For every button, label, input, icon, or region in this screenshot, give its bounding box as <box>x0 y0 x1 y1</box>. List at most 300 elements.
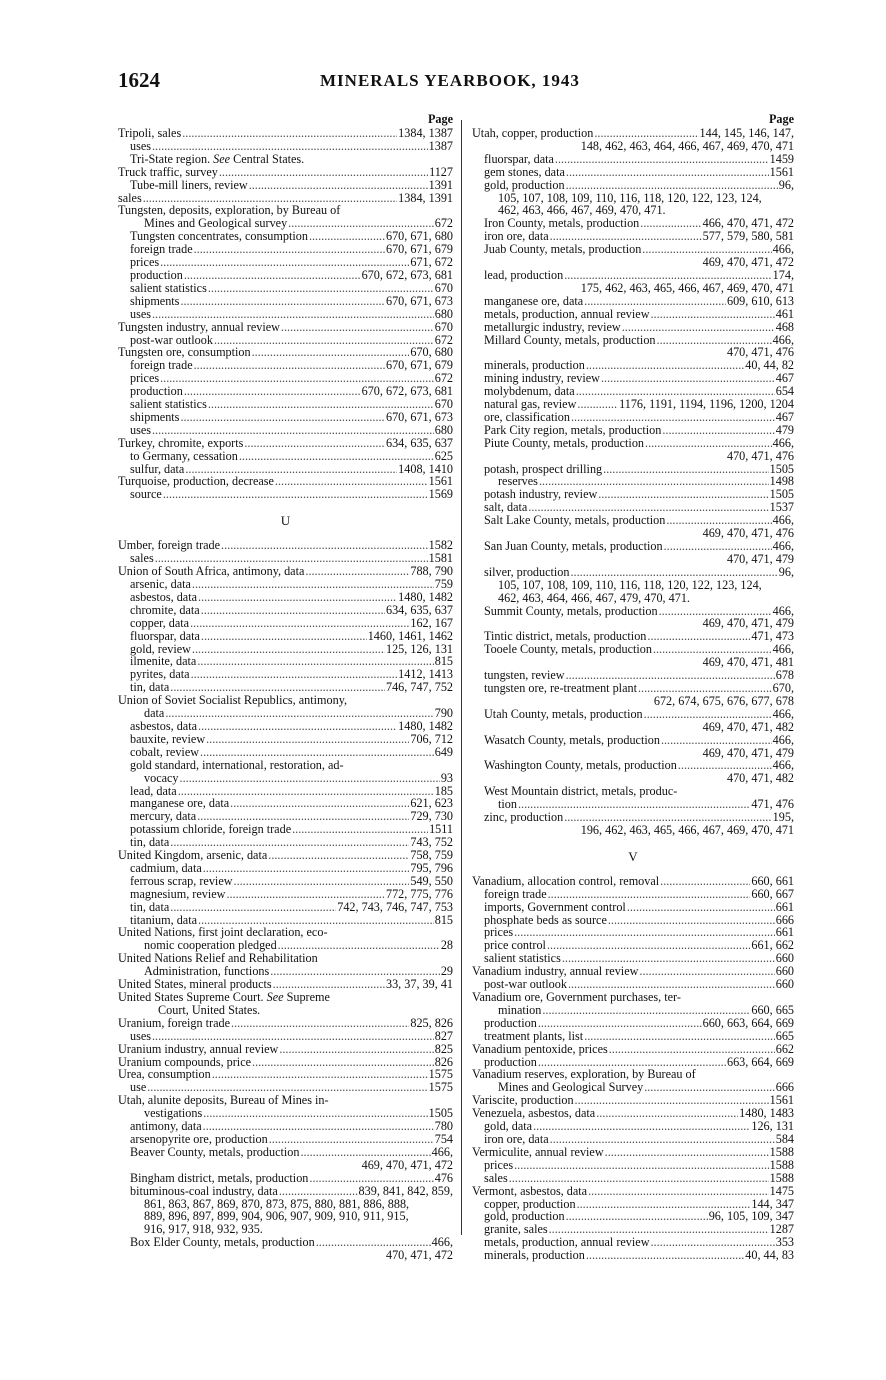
index-entry <box>472 888 794 901</box>
entry-text: price control <box>484 938 546 953</box>
entry-text: foreign trade <box>484 886 547 901</box>
leader-dots <box>603 463 768 476</box>
entry-text: Vermont, asbestos, data <box>472 1183 588 1198</box>
leader-dots <box>584 295 726 308</box>
entry-text: metallurgic industry, review <box>484 319 621 334</box>
leader-dots <box>200 746 434 759</box>
entry-text: Bingham district, metals, production <box>130 1170 309 1185</box>
leader-dots <box>152 308 434 321</box>
entry-pages: 96, <box>778 564 794 579</box>
entry-pages: 660, 665 <box>751 1002 794 1017</box>
entry-pages: 670, 671, 679 <box>385 242 453 257</box>
leader-dots <box>609 1043 775 1056</box>
index-group <box>472 785 794 798</box>
entry-pages: 126, 131 <box>751 1119 794 1134</box>
entry-pages: 1588 <box>769 1157 794 1172</box>
leader-dots <box>305 565 409 578</box>
index-entry <box>118 359 453 372</box>
entry-text: reserves <box>498 474 538 489</box>
entry-pages: 662 <box>775 1041 794 1056</box>
entry-text: Box Elder County, metals, production <box>130 1235 315 1250</box>
leader-dots <box>212 1068 428 1081</box>
leader-dots <box>198 591 397 604</box>
index-entry <box>472 411 794 424</box>
entry-pages: 1537 <box>769 500 794 515</box>
leader-dots <box>170 901 336 914</box>
leader-dots <box>550 1133 775 1146</box>
entry-pages: 1498 <box>769 474 794 489</box>
entry-text: asbestos, data <box>130 589 198 604</box>
entry-pages: 468 <box>775 319 794 334</box>
entry-text: Summit County, metals, production <box>484 603 658 618</box>
entry-pages: 1480, 1482 <box>398 718 453 733</box>
entry-text: Piute County, metals, production <box>484 435 645 450</box>
index-entry <box>472 1043 794 1056</box>
page-number: 1624 <box>118 68 160 92</box>
column-divider <box>461 120 462 1235</box>
entry-pages: 1561 <box>769 1093 794 1108</box>
entry-text: sales <box>484 1170 508 1185</box>
entry-text: Administration, functions <box>144 964 270 979</box>
entry-pages: 96, <box>778 177 794 192</box>
index-entry <box>118 746 453 759</box>
entry-text: Mines and Geological Survey <box>498 1080 644 1095</box>
leader-dots <box>608 914 775 927</box>
entry-text: Tube-mill liners, review <box>130 177 248 192</box>
entry-text: copper, data <box>130 615 190 630</box>
entry-pages: 1480, 1483 <box>739 1106 794 1121</box>
entry-text: United Kingdom, arsenic, data <box>118 848 268 863</box>
entry-pages: 353 <box>775 1235 794 1250</box>
leader-dots <box>547 939 750 952</box>
entry-pages: 1412, 1413 <box>398 667 453 682</box>
entry-pages: 461 <box>775 306 794 321</box>
entry-text: nomic cooperation pledged <box>144 938 277 953</box>
leader-dots <box>661 734 772 747</box>
leader-dots <box>182 127 397 140</box>
entry-pages: 680 <box>434 306 453 321</box>
entry-text: phosphate beds as source <box>484 912 607 927</box>
leader-dots <box>281 321 434 334</box>
entry-text: tion <box>498 797 517 812</box>
entry-pages: 743, 752 <box>410 835 453 850</box>
entry-text: Millard County, metals, production <box>484 332 656 347</box>
entry-text: to Germany, cessation <box>130 448 238 463</box>
entry-pages: 1460, 1461, 1462 <box>367 628 453 643</box>
entry-text: Urea, consumption <box>118 1067 211 1082</box>
entry-pages: 1475 <box>769 1183 794 1198</box>
entry-text: production <box>484 1054 537 1069</box>
index-entry <box>118 166 453 179</box>
leader-dots <box>163 488 428 501</box>
entry-pages: 670, 672, 673, 681 <box>361 384 453 399</box>
index-entry <box>472 875 794 888</box>
entry-pages: 670, 671, 680 <box>385 229 453 244</box>
index-continuation: 470, 471, 482 <box>726 771 794 786</box>
entry-text: vestigations <box>144 1106 203 1121</box>
index-continuation: 469, 470, 471, 472 <box>361 1157 453 1172</box>
index-group <box>472 875 794 1262</box>
entry-text: production <box>130 267 183 282</box>
entry-text: salient statistics <box>130 280 207 295</box>
entry-text: lead, data <box>130 783 177 798</box>
entry-text: foreign trade <box>130 358 193 373</box>
leader-dots <box>555 153 769 166</box>
leader-dots <box>180 772 440 785</box>
entry-pages: 665 <box>775 1028 794 1043</box>
entry-pages: 634, 635, 637 <box>385 435 453 450</box>
entry-text: tin, data <box>130 899 170 914</box>
entry-pages: 471, 476 <box>751 797 794 812</box>
entry-text: Utah County, metals, production <box>484 706 643 721</box>
index-entry <box>118 321 453 334</box>
entry-text: production <box>484 1015 537 1030</box>
leader-dots <box>514 926 775 939</box>
entry-text: Vermiculite, annual review <box>472 1144 604 1159</box>
entry-pages: 780 <box>434 1119 453 1134</box>
running-title: MINERALS YEARBOOK, 1943 <box>320 71 580 90</box>
entry-pages: 1384, 1387 <box>398 126 453 140</box>
index-entry <box>118 591 453 604</box>
entry-text: foreign trade <box>130 242 193 257</box>
index-continuation: 469, 470, 471, 476 <box>702 526 794 541</box>
index-entry <box>118 475 453 488</box>
index-entry <box>472 424 794 437</box>
index-entry <box>118 630 453 643</box>
entry-text: copper, production <box>484 1196 576 1211</box>
index-group <box>472 811 794 824</box>
index-group <box>118 1017 453 1159</box>
leader-dots <box>292 823 428 836</box>
entry-text: United Nations, first joint declaration, eco- <box>118 925 328 940</box>
index-group <box>118 127 453 153</box>
entry-text: ore, classification <box>484 409 570 424</box>
index-entry <box>472 734 794 747</box>
entry-text: United States, mineral products <box>118 977 272 992</box>
leader-dots <box>192 643 385 656</box>
index-group <box>118 539 453 991</box>
entry-pages: 671, 672 <box>410 255 453 270</box>
index-entry <box>118 269 453 282</box>
index-entry <box>118 243 453 256</box>
entry-pages: 772, 775, 776 <box>385 886 453 901</box>
entry-text: use <box>130 1080 147 1095</box>
entry-pages: 1480, 1482 <box>398 589 453 604</box>
leader-dots <box>190 617 409 630</box>
index-continuation: 672, 674, 675, 676, 677, 678 <box>653 693 794 708</box>
entry-pages: 29 <box>440 964 453 979</box>
leader-dots <box>249 179 428 192</box>
entry-text: Union of South Africa, antimony, data <box>118 564 305 579</box>
entry-pages: 660, 663, 664, 669 <box>702 1015 794 1030</box>
entry-text: antimony, data <box>130 1119 202 1134</box>
index-entry <box>472 1249 794 1262</box>
leader-dots <box>165 707 433 720</box>
index-entry <box>472 295 794 308</box>
entry-pages: 1505 <box>428 1106 453 1121</box>
entry-text: manganese ore, data <box>130 796 230 811</box>
entry-text: titanium, data <box>130 912 198 927</box>
entry-text: uses <box>130 138 151 153</box>
leader-dots <box>638 682 772 695</box>
entry-text: Wasatch County, metals, production <box>484 732 660 747</box>
entry-pages: 549, 550 <box>410 873 453 888</box>
leader-dots <box>647 630 750 643</box>
index-continuation: 470, 471, 479 <box>726 551 794 566</box>
leader-dots <box>627 901 775 914</box>
entry-text: uses <box>130 422 151 437</box>
entry-text: Venezuela, asbestos, data <box>472 1106 596 1121</box>
entry-text: prices <box>484 925 514 940</box>
entry-pages: 621, 623 <box>410 796 453 811</box>
leader-dots <box>309 230 385 243</box>
entry-pages: 670, 680 <box>410 345 453 360</box>
entry-pages: 759 <box>434 577 453 591</box>
index-entry <box>118 437 453 450</box>
index-entry <box>118 488 453 501</box>
page-header <box>118 68 798 96</box>
leader-dots <box>269 1133 434 1146</box>
entry-text: Turquoise, production, decrease <box>118 474 274 489</box>
entry-text: data <box>144 706 165 721</box>
entry-pages: 742, 743, 746, 747, 753 <box>337 899 453 914</box>
index-entry <box>118 1017 453 1030</box>
entry-pages: 467 <box>775 409 794 424</box>
entry-text: Uranium industry, annual review <box>118 1041 279 1056</box>
index-group <box>472 734 794 747</box>
leader-dots <box>279 1185 358 1198</box>
index-continuation: 469, 470, 471, 479 <box>702 745 794 760</box>
entry-text: arsenopyrite ore, production <box>130 1131 268 1146</box>
entry-text: Salt Lake County, metals, production <box>484 513 666 528</box>
leader-dots <box>514 1159 769 1172</box>
leader-dots <box>594 127 698 140</box>
entry-text: Uranium compounds, price <box>118 1054 252 1069</box>
entry-text: tungsten ore, re-treatment plant <box>484 680 637 695</box>
leader-dots <box>566 1210 708 1223</box>
entry-text: United Nations Relief and Rehabilitation <box>118 951 318 966</box>
leader-dots <box>221 539 428 552</box>
index-group <box>118 1185 453 1198</box>
entry-pages: 162, 167 <box>410 615 453 630</box>
entry-text: salt, data <box>484 500 528 515</box>
leader-dots <box>588 1185 769 1198</box>
index-group <box>472 540 794 553</box>
entry-pages: 678 <box>775 668 794 683</box>
entry-pages: 672 <box>434 216 453 231</box>
leader-dots <box>640 217 701 230</box>
entry-text: uses <box>130 1028 151 1043</box>
leader-dots <box>180 295 385 308</box>
leader-dots <box>639 965 774 978</box>
entry-pages: 661 <box>775 925 794 940</box>
entry-text: prices <box>130 255 160 270</box>
index-entry <box>118 617 453 630</box>
index-entry <box>472 127 794 140</box>
leader-dots <box>538 1017 702 1030</box>
entry-pages: 625 <box>434 448 453 463</box>
leader-dots <box>180 411 385 424</box>
index-group <box>472 566 794 579</box>
index-entry <box>472 566 794 579</box>
leader-dots <box>564 811 771 824</box>
entry-text: post-war outlook <box>130 332 213 347</box>
entry-text: gold, review <box>130 641 191 656</box>
entry-text: Tungsten concentrates, consumption <box>130 229 308 244</box>
entry-pages: 144, 145, 146, 147, <box>699 126 794 140</box>
entry-text: sulfur, data <box>130 461 185 476</box>
entry-pages: 795, 796 <box>410 860 453 875</box>
entry-pages: 672 <box>434 371 453 386</box>
index-entry <box>118 1068 453 1081</box>
entry-text: bituminous-coal industry, data <box>130 1183 278 1198</box>
leader-dots <box>230 797 409 810</box>
index-group <box>472 153 794 192</box>
entry-pages: 670 <box>434 397 453 412</box>
leader-dots <box>279 1043 433 1056</box>
entry-text: Iron County, metals, production <box>484 216 640 231</box>
index-continuation: 861, 863, 867, 869, 870, 873, 875, 880, 881, 886, 888, <box>144 1196 410 1211</box>
index-entry <box>118 888 453 901</box>
leader-dots <box>275 475 428 488</box>
entry-text: gold, production <box>484 177 565 192</box>
leader-dots <box>644 708 772 721</box>
index-continuation: Court, United States. <box>158 1002 261 1017</box>
index-continuation-group <box>472 579 794 605</box>
entry-text: Vanadium industry, annual review <box>472 964 639 979</box>
leader-dots <box>203 1107 427 1120</box>
index-continuation: 105, 107, 108, 109, 110, 116, 118, 120, 122, 123, 124, <box>498 190 762 205</box>
entry-pages: 825 <box>434 1041 453 1056</box>
index-continuation: 469, 470, 471, 472 <box>702 255 794 270</box>
index-continuation: 469, 470, 471, 479 <box>702 616 794 631</box>
entry-pages: 466, <box>772 603 794 618</box>
index-group <box>472 217 794 256</box>
entry-text: molybdenum, data <box>484 384 575 399</box>
index-entry <box>472 708 794 721</box>
leader-dots <box>548 888 751 901</box>
entry-text: metals, production, annual review <box>484 1235 650 1250</box>
entry-text: ferrous scrap, review <box>130 873 233 888</box>
entry-text: shipments <box>130 409 180 424</box>
entry-text: silver, production <box>484 564 570 579</box>
index-entry <box>472 321 794 334</box>
entry-text: shipments <box>130 293 180 308</box>
entry-text: San Juan County, metals, production <box>484 539 663 553</box>
entry-pages: 1582 <box>428 538 453 553</box>
index-group <box>472 359 794 449</box>
leader-dots <box>208 282 434 295</box>
entry-text: Vanadium pentoxide, prices <box>472 1041 608 1056</box>
index-continuation: 469, 470, 471, 481 <box>702 655 794 670</box>
leader-dots <box>152 1030 434 1043</box>
entry-text: bauxite, review <box>130 731 206 746</box>
entry-pages: 790 <box>434 706 453 721</box>
entry-text: imports, Government control <box>484 899 626 914</box>
index-group <box>472 463 794 528</box>
entry-pages: 729, 730 <box>410 809 453 824</box>
entry-pages: 1505 <box>769 461 794 476</box>
index-group <box>118 166 453 502</box>
leader-dots <box>226 888 385 901</box>
entry-text: Turkey, chromite, exports <box>118 435 244 450</box>
entry-text: Park City region, metals, production <box>484 422 662 437</box>
entry-pages: 1561 <box>428 474 453 489</box>
entry-pages: 654 <box>775 384 794 399</box>
leader-dots <box>219 166 428 179</box>
index-continuation: 889, 896, 897, 899, 904, 906, 907, 909, 910, 911, 915, <box>144 1209 409 1224</box>
entry-text: Juab County, metals, production <box>484 242 642 257</box>
entry-pages: 125, 126, 131 <box>385 641 453 656</box>
index-group <box>472 682 794 695</box>
leader-dots <box>660 875 750 888</box>
entry-pages: 1391 <box>428 177 453 192</box>
entry-text: mination <box>498 1002 542 1017</box>
entry-text: production <box>130 384 183 399</box>
entry-text: gold, production <box>484 1209 565 1224</box>
index-entry <box>118 862 453 875</box>
leader-dots <box>598 488 768 501</box>
leader-dots <box>571 566 778 579</box>
leader-dots <box>231 1017 409 1030</box>
entry-text: minerals, production <box>484 358 585 373</box>
entry-text: pyrites, data <box>130 667 190 682</box>
entry-text: salient statistics <box>484 951 561 966</box>
entry-text: fluorspar, data <box>130 628 200 643</box>
leader-dots <box>201 604 385 617</box>
index-entry <box>118 875 453 888</box>
entry-text: Umber, foreign trade <box>118 538 221 553</box>
entry-text: Vanadium ore, Government purchases, ter- <box>472 990 681 1004</box>
entry-text: Tungsten, deposits, exploration, by Bureau of <box>118 203 341 218</box>
entry-text: chromite, data <box>130 602 200 617</box>
index-entry <box>472 1133 794 1146</box>
leader-dots <box>664 540 772 553</box>
leader-dots <box>244 437 385 450</box>
entry-pages: 1575 <box>428 1080 453 1095</box>
index-entry <box>472 811 794 824</box>
leader-dots <box>596 1107 738 1120</box>
entry-pages: 670, 672, 673, 681 <box>361 267 453 282</box>
index-entry <box>118 424 453 437</box>
leader-dots <box>252 1056 434 1069</box>
entry-pages: 466, <box>772 242 794 257</box>
index-entry <box>118 179 453 192</box>
entry-pages: 467 <box>775 371 794 386</box>
entry-text: mining industry, review <box>484 371 600 386</box>
index-entry <box>118 849 453 862</box>
entry-pages: 476 <box>434 1170 453 1185</box>
entry-text: Tungsten industry, annual review <box>118 319 280 334</box>
page-column-label: Page <box>427 112 453 126</box>
index-entry <box>118 1043 453 1056</box>
entry-text: metals, production, annual review <box>484 306 650 321</box>
leader-dots <box>300 1146 430 1159</box>
index-continuation: 470, 471, 472 <box>385 1248 453 1263</box>
index-entry <box>472 1004 794 1017</box>
index-entry <box>472 785 794 798</box>
entry-pages: 28 <box>440 938 453 953</box>
index-entry <box>118 308 453 321</box>
index-group <box>472 295 794 347</box>
entry-text: mercury, data <box>130 809 197 824</box>
entry-pages: 815 <box>434 654 453 669</box>
index-entry <box>118 733 453 746</box>
entry-text: asbestos, data <box>130 718 198 733</box>
leader-dots <box>584 1030 775 1043</box>
entry-text: source <box>130 487 162 502</box>
entry-pages: 661 <box>775 899 794 914</box>
